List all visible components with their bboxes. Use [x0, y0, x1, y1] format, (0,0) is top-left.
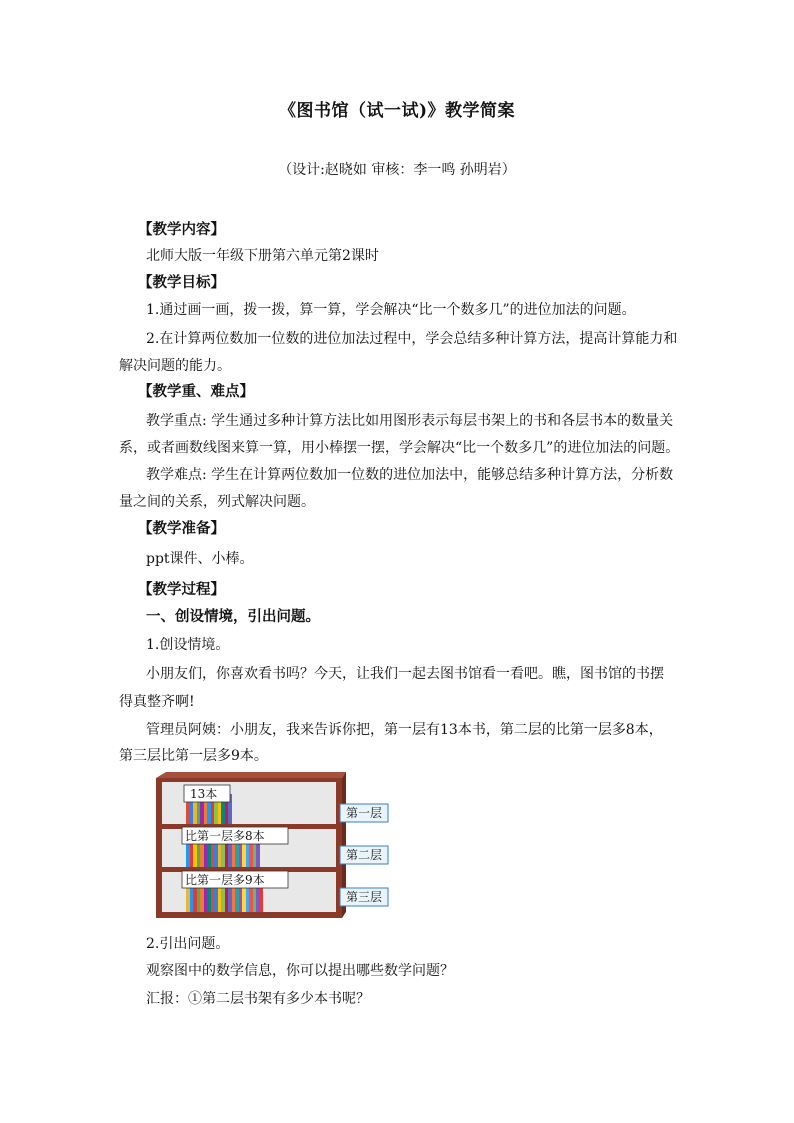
layer-label-3: 第三层: [345, 890, 383, 904]
step-1-item-1: 1.创设情境。: [146, 637, 230, 653]
section-heading-goals: 【教学目标】: [138, 274, 225, 291]
goal-item-1: 1.通过画一画，拨一拨，算一算，学会解决“比一个数多几”的进位加法的问题。: [146, 302, 636, 318]
books-layer-3: [186, 886, 263, 912]
step-1-paragraph-3: 观察图中的数学信息，你可以提出哪些数学问题？: [146, 963, 454, 979]
step-1-paragraph-2-line-2: 第三层比第一层多9本。: [119, 748, 268, 764]
shelf-tag-2: 比第一层多8本: [185, 829, 265, 843]
content-text: 北师大版一年级下册第六单元第2课时: [146, 248, 379, 264]
books-layer-2: [186, 842, 260, 867]
step-1-heading: 一、创设情境，引出问题。: [146, 608, 320, 625]
step-1-item-2: 2.引出问题。: [146, 936, 230, 952]
bookshelf-figure: [150, 772, 402, 922]
section-heading-key-points: 【教学重、难点】: [138, 383, 254, 400]
key-point-line-1: 教学重点: 学生通过多种计算方法比如用图形表示每层书架上的书和各层书本的数量关: [146, 413, 674, 429]
layer-label-1: 第一层: [345, 806, 383, 820]
document-subtitle: （设计:赵晓如 审核：李一鸣 孙明岩）: [278, 162, 516, 178]
step-1-paragraph-1-line-1: 小朋友们，你喜欢看书吗？今天，让我们一起去图书馆看一看吧。瞧，图书馆的书摆: [146, 666, 664, 682]
section-heading-preparation: 【教学准备】: [138, 520, 225, 537]
goal-item-2-line-2: 解决问题的能力。: [119, 358, 231, 374]
section-heading-process: 【教学过程】: [138, 581, 225, 598]
difficulty-line-2: 量之间的关系，列式解决问题。: [119, 494, 315, 510]
difficulty-line-1: 教学难点: 学生在计算两位数加一位数的进位加法中，能够总结多种计算方法，分析数: [146, 467, 674, 483]
shelf-tag-1: 13本: [190, 787, 218, 801]
key-point-line-2: 系，或者画数线图来算一算，用小棒摆一摆，学会解决“比一个数多几”的进位加法的问题。: [119, 440, 680, 456]
document-title: 《图书馆（试一试)》教学简案: [278, 101, 516, 121]
goal-item-2-line-1: 2.在计算两位数加一位数的进位加法过程中，学会总结多种计算方法，提高计算能力和: [146, 331, 678, 347]
step-1-paragraph-2-line-1: 管理员阿姨：小朋友，我来告诉你把，第一层有13本书，第二层的比第一层多8本，: [146, 722, 663, 738]
shelf-tag-3: 比第一层多9本: [185, 873, 265, 887]
step-1-paragraph-4: 汇报：①第二层书架有多少本书呢？: [146, 991, 370, 1007]
step-1-paragraph-1-line-2: 得真整齐啊!: [119, 694, 195, 710]
preparation-text: ppt课件、小棒。: [146, 551, 254, 567]
layer-label-2: 第二层: [345, 848, 383, 862]
section-heading-content: 【教学内容】: [138, 221, 225, 238]
